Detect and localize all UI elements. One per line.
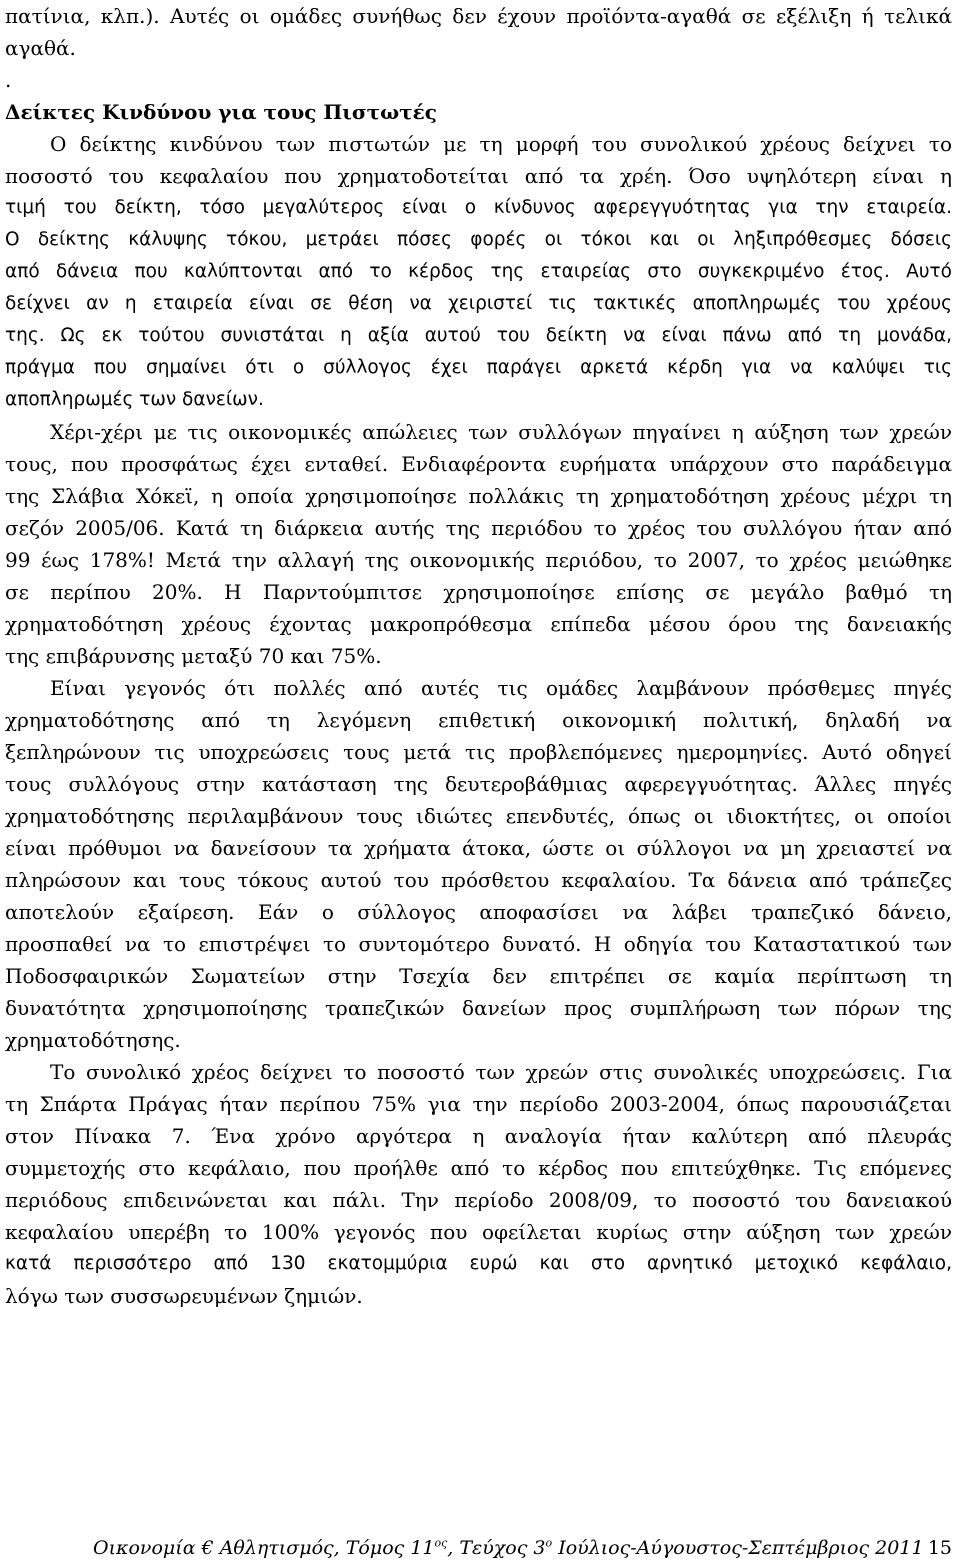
text-line: τους συλλόγους στην κατάσταση της δευτεροβάθμιας αφερεγγυότητας. Άλλες πηγές xyxy=(5,772,952,796)
text-line: Το συνολικό χρέος δείχνει το ποσοστό των χρεών στις συνολικές υποχρεώσεις. Για xyxy=(50,1060,952,1084)
page-footer xyxy=(93,1536,952,1560)
text-line: συμμετοχής στο κεφάλαιο, που προήλθε από το κέρδος που επιτεύχθηκε. Τις επόμενες xyxy=(5,1156,952,1180)
text-line: 99 έως 178%! Μετά την αλλαγή της οικονομικής περιόδου, το 2007, το χρέος μειώθηκε xyxy=(5,548,952,572)
text-line: . xyxy=(5,68,12,92)
text-line: χρηματοδότησης περιλαμβάνουν τους ιδιώτες επενδυτές, όπως οι ιδιοκτήτες, οι οποίοι xyxy=(5,804,952,828)
text-line: Χέρι-χέρι με τις οικονομικές απώλειες των συλλόγων πηγαίνει η αύξηση των χρεών xyxy=(50,420,952,444)
text-line: ποσοστό του κεφαλαίου που χρηματοδοτείται από τα χρέη. Όσο υψηλότερη είναι η xyxy=(5,164,952,188)
text-line: αγαθά. xyxy=(5,36,76,60)
footer-issue-suffix: ο xyxy=(545,1536,553,1550)
text-line: χρηματοδότηση χρέους έχοντας μακροπρόθεσμα επίπεδα μέσου όρου της δανειακής xyxy=(5,612,952,636)
text-line: της. Ως εκ τούτου συνιστάται η αξία αυτού του δείκτη να είναι πάνω από τη μονάδα, xyxy=(5,325,952,346)
section-heading: Δείκτες Κινδύνου για τους Πιστωτές xyxy=(5,100,437,124)
text-line: τιμή του δείκτη, τόσο μεγαλύτερος είναι ο κίνδυνος αφερεγγυότητας για την εταιρεία. xyxy=(5,197,952,218)
text-line: αποτελούν εξαίρεση. Εάν ο σύλλογος αποφασίσει να λάβει τραπεζικό δάνειο, xyxy=(5,900,952,924)
text-line: είναι πρόθυμοι να δανείσουν τα χρήματα άτοκα, ώστε οι σύλλογοι να μη χρειαστεί να xyxy=(5,836,952,860)
text-line: πράγμα που σημαίνει ότι ο σύλλογος έχει παράγει αρκετά κέρδη για να καλύψει τις xyxy=(5,357,952,378)
text-line: πληρώσουν και τους τόκους αυτού του πρόσθετου κεφαλαίου. Τα δάνεια από τράπεζες xyxy=(5,868,952,892)
text-line: Ο δείκτης κινδύνου των πιστωτών με τη μορφή του συνολικού χρέους δείχνει το xyxy=(50,132,952,156)
text-line: χρηματοδότησης. xyxy=(5,1028,181,1052)
text-line: δείχνει αν η εταιρεία είναι σε θέση να χειριστεί τις τακτικές αποπληρωμές του χρέους xyxy=(5,293,952,314)
text-line: Ο δείκτης κάλυψης τόκου, μετράει πόσες φορές οι τόκοι και οι ληξιπρόθεσμες δόσεις xyxy=(5,229,952,250)
text-line: περιόδους επιδεινώνεται και πάλι. Την περίοδο 2008/09, το ποσοστό του δανειακού xyxy=(5,1188,952,1212)
footer-volume-suffix: ος xyxy=(434,1536,448,1550)
text-line: Ποδοσφαιρικών Σωματείων στην Τσεχία δεν επιτρέπει σε καμία περίπτωση τη xyxy=(5,964,952,988)
text-line: πατίνια, κλπ.). Αυτές οι ομάδες συνήθως δεν έχουν προϊόντα-αγαθά σε εξέλιξη ή τελικά xyxy=(5,4,952,28)
page-number: 15 xyxy=(927,1537,952,1559)
text-line: από δάνεια που καλύπτονται από το κέρδος της εταιρείας στο συγκεκριμένο έτος. Αυτό xyxy=(5,261,952,282)
text-line: στον Πίνακα 7. Ένα χρόνο αργότερα η αναλογία ήταν καλύτερη από πλευράς xyxy=(5,1124,952,1148)
text-line: κατά περισσότερο από 130 εκατομμύρια ευρώ και στο αρνητικό μετοχικό κεφάλαιο, xyxy=(5,1253,952,1274)
text-line: τους, που προσφάτως έχει ενταθεί. Ενδιαφέροντα ευρήματα υπάρχουν στο παράδειγμα xyxy=(5,452,952,476)
text-line: χρηματοδότησης από τη λεγόμενη επιθετική οικονομική πολιτική, δηλαδή να xyxy=(5,708,952,732)
text-line: της επιβάρυνσης μεταξύ 70 και 75%. xyxy=(5,644,382,668)
text-line: κεφαλαίου υπερέβη το 100% γεγονός που οφείλεται κυρίως στην αύξηση των χρεών xyxy=(5,1220,952,1244)
text-line: ξεπληρώνουν τις υποχρεώσεις τους μετά τις προβλεπόμενες ημερομηνίες. Αυτό οδηγεί xyxy=(5,740,952,764)
footer-period: Ιούλιος-Αύγουστος-Σεπτέμβριος 2011 xyxy=(552,1537,924,1559)
document-body xyxy=(5,0,952,1312)
text-line: λόγω των συσσωρευμένων ζημιών. xyxy=(5,1284,363,1308)
footer-issue: , Τεύχος 3 xyxy=(447,1537,546,1559)
text-line: αποπληρωμές των δανείων. xyxy=(5,389,264,410)
text-line: σεζόν 2005/06. Κατά τη διάρκεια αυτής της περιόδου το χρέος του συλλόγου ήταν από xyxy=(5,516,952,540)
text-line: τη Σπάρτα Πράγας ήταν περίπου 75% για την περίοδο 2003-2004, όπως παρουσιάζεται xyxy=(5,1092,952,1116)
text-line: Είναι γεγονός ότι πολλές από αυτές τις ομάδες λαμβάνουν πρόσθεμες πηγές xyxy=(50,676,952,700)
text-line: σε περίπου 20%. Η Παρντούμπιτσε χρησιμοποίησε επίσης σε μεγάλο βαθμό τη xyxy=(5,580,952,604)
footer-journal-title: Οικονομία € Αθλητισμός, Τόμος 11 xyxy=(93,1537,435,1559)
text-line: προσπαθεί να το επιστρέψει το συντομότερο δυνατό. Η οδηγία του Καταστατικού των xyxy=(5,932,952,956)
text-line: δυνατότητα χρησιμοποίησης τραπεζικών δανείων προς συμπλήρωση των πόρων της xyxy=(5,996,952,1020)
text-line: της Σλάβια Χόκεϊ, η οποία χρησιμοποίησε πολλάκις τη χρηματοδότηση χρέους μέχρι τη xyxy=(5,484,952,508)
